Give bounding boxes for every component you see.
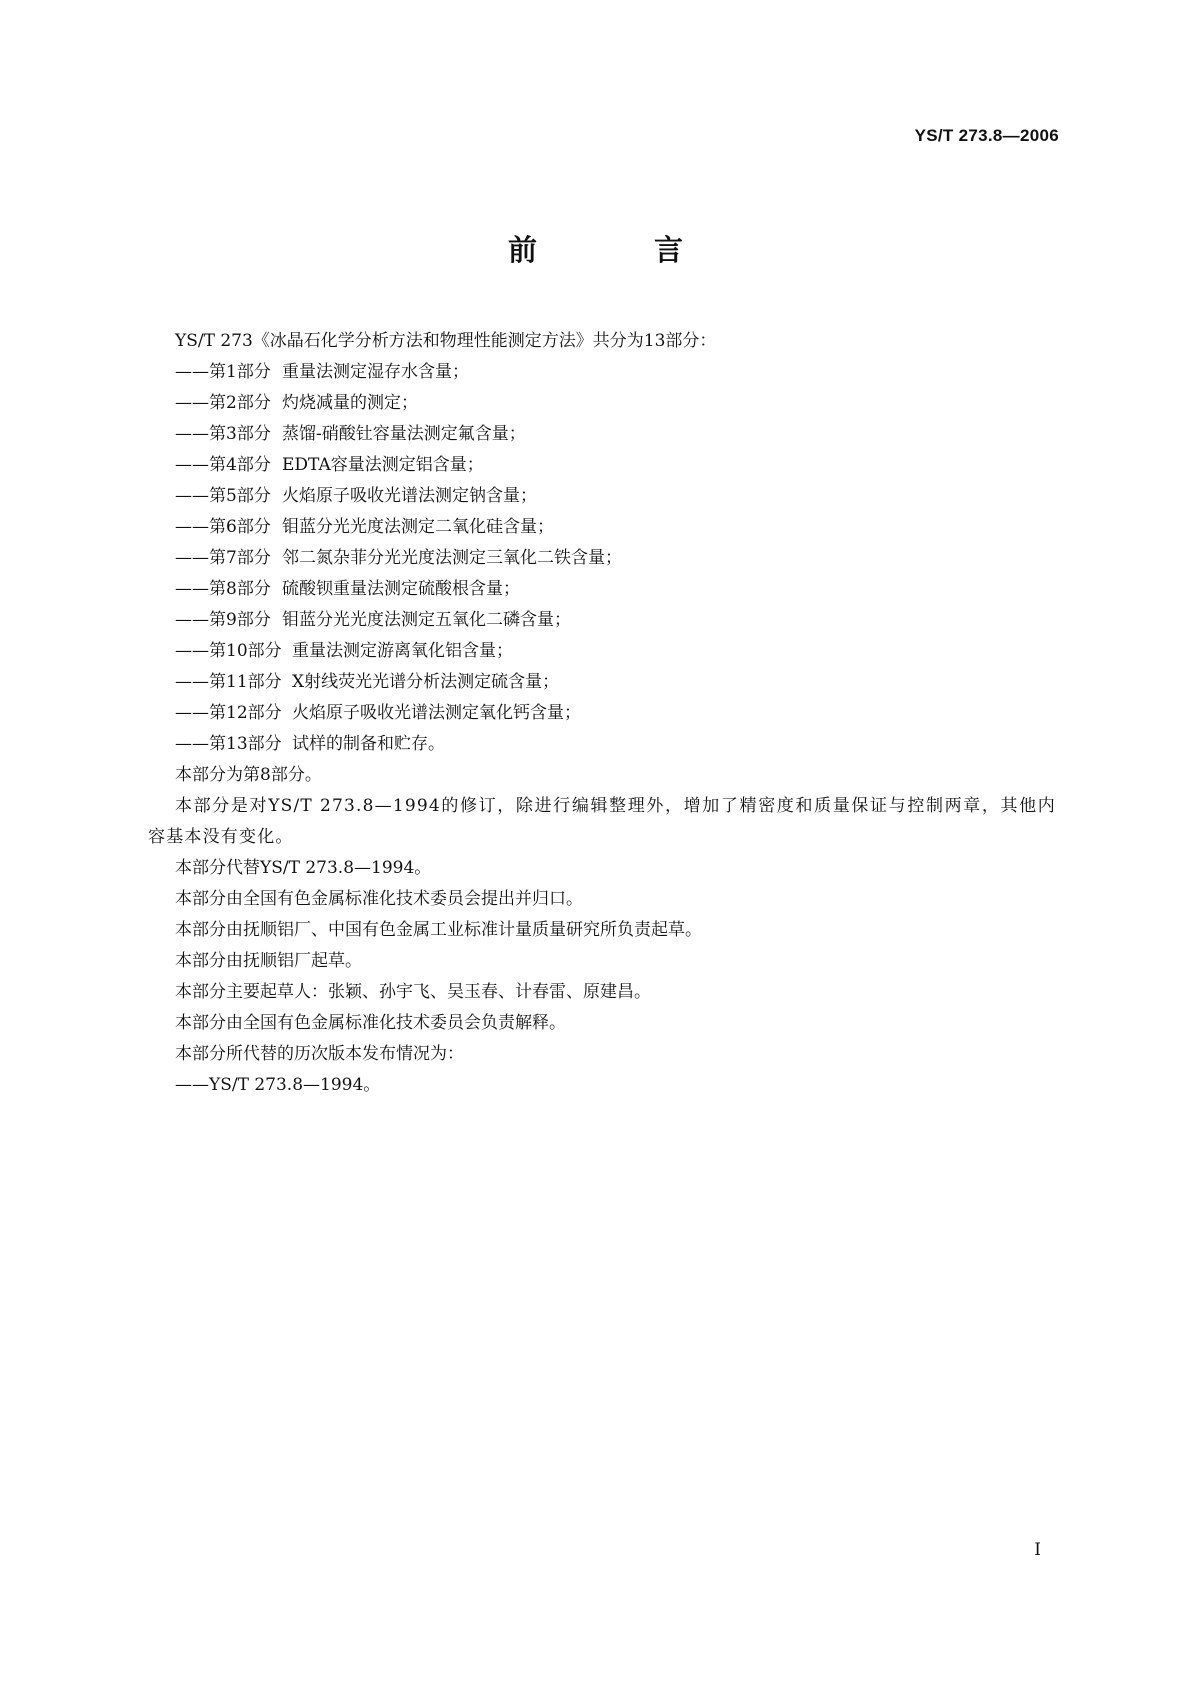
paragraph: 本部分代替YS/T 273.8—1994。 (175, 858, 432, 878)
list-item: ——第9部分 钼蓝分光光度法测定五氧化二磷含量； (175, 610, 571, 630)
paragraph: 本部分由全国有色金属标准化技术委员会负责解释。 (175, 1013, 566, 1033)
paragraph: 本部分由抚顺铝厂起草。 (175, 951, 362, 971)
list-item: ——第8部分 硫酸钡重量法测定硫酸根含量； (175, 579, 520, 599)
list-item: ——第11部分 X射线荧光光谱分析法测定硫含量； (175, 672, 560, 692)
list-item: ——第12部分 火焰原子吸收光谱法测定氧化钙含量； (175, 703, 581, 723)
page-number: I (1034, 1540, 1041, 1560)
list-item: ——第2部分 灼烧减量的测定； (175, 393, 418, 413)
list-item: ——第6部分 钼蓝分光光度法测定二氧化硅含量； (175, 517, 554, 537)
paragraph: 本部分所代替的历次版本发布情况为： (175, 1044, 464, 1064)
history-item: ——YS/T 273.8—1994。 (175, 1075, 381, 1095)
list-item: ——第5部分 火焰原子吸收光谱法测定钠含量； (175, 486, 537, 506)
list-item: ——第3部分 蒸馏-硝酸钍容量法测定氟含量； (175, 424, 526, 444)
paragraph: 本部分主要起草人：张颖、孙宇飞、吴玉春、计春雷、原建昌。 (175, 982, 651, 1002)
paragraph: 本部分由全国有色金属标准化技术委员会提出并归口。 (175, 889, 583, 909)
list-item: ——第10部分 重量法测定游离氧化铝含量； (175, 641, 513, 661)
foreword-body (148, 326, 1056, 1101)
paragraph: 本部分由抚顺铝厂、中国有色金属工业标准计量质量研究所负责起草。 (175, 920, 702, 940)
page-title: 前 言 (507, 233, 727, 267)
parts-list (148, 357, 1056, 760)
list-item: ——第1部分 重量法测定湿存水含量； (175, 362, 469, 382)
intro-paragraph: YS/T 273《冰晶石化学分析方法和物理性能测定方法》共分为13部分： (175, 331, 717, 351)
list-item: ——第4部分 EDTA容量法测定铝含量； (175, 455, 484, 475)
list-item: ——第7部分 邻二氮杂菲分光光度法测定三氧化二铁含量； (175, 548, 622, 568)
paragraph: 本部分为第8部分。 (175, 765, 322, 785)
standard-code: YS/T 273.8—2006 (914, 126, 1059, 145)
paragraph: 本部分是对YS/T 273.8—1994的修订，除进行编辑整理外，增加了精密度和质量保证与控制两章，其他内容基本没有变化。 (148, 796, 1056, 847)
list-item: ——第13部分 试样的制备和贮存。 (175, 734, 445, 754)
